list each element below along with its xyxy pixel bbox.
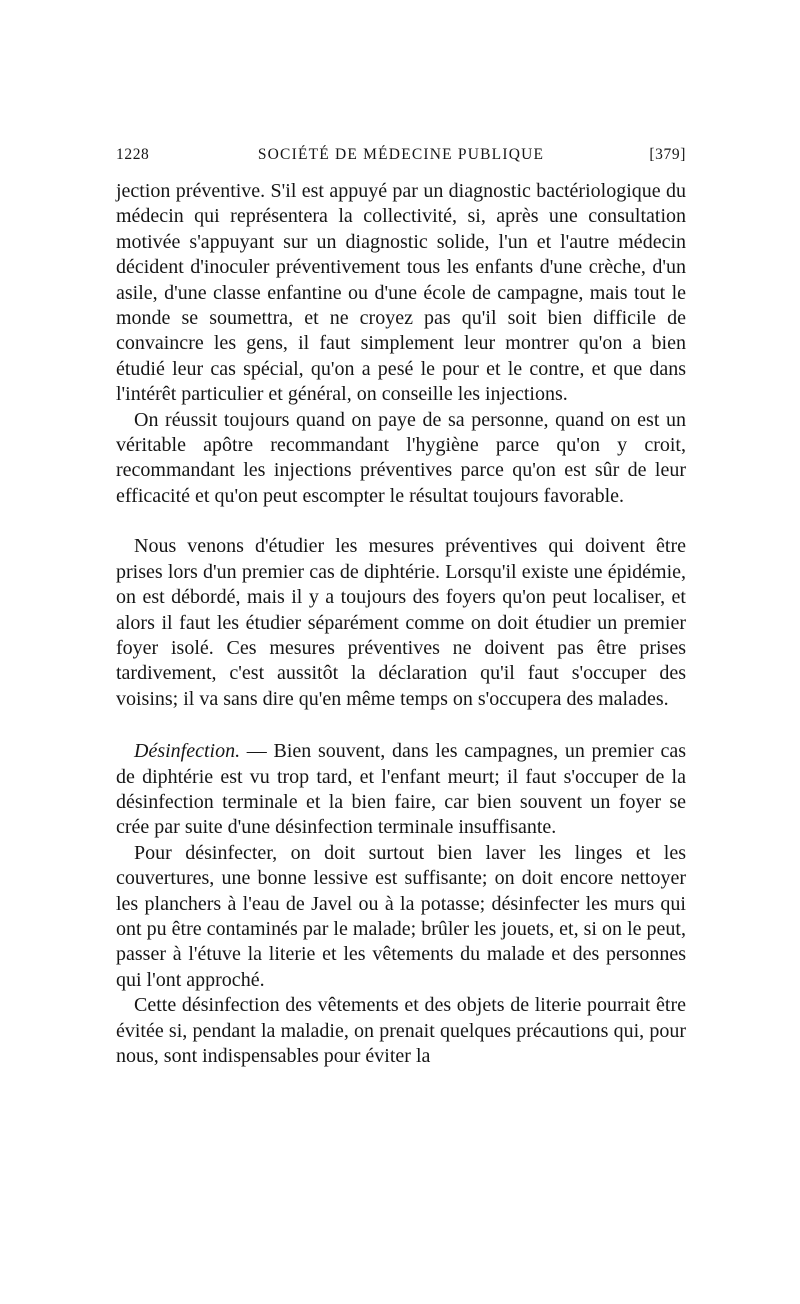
body-text bbox=[116, 179, 686, 1069]
document-page bbox=[116, 146, 686, 1069]
page-reference: [379] bbox=[649, 146, 686, 163]
running-title: SOCIÉTÉ DE MÉDECINE PUBLIQUE bbox=[257, 146, 545, 163]
paragraph: Pour désinfecter, on doit surtout bien laver les linges et les couvertures, une bonne lessive est suffisante; on doit encore nettoyer les planchers à l'eau de Javel ou à la potasse; désinfecter les murs qui ont pu être contaminés par le malade; brûler les jouets, et, si on le peut, passer à l'étuve la literie et les vêtements du malade et des personnes qui l'ont approché. bbox=[116, 841, 686, 991]
paragraph-text: — Bien souvent, dans les campagnes, un premier cas de diphtérie est vu trop tard, et l'enfant meurt; il faut s'occuper de la désinfection terminale et la bien faire, car bien souvent un foyer se crée par suite d'une désinfection terminale insuffisante. bbox=[116, 740, 686, 839]
section-heading: Désinfection. bbox=[134, 740, 241, 763]
paragraph-continuation: jection préventive. S'il est appuyé par un diagnostic bactériologique du médecin qui représentera la collectivité, si, après une consultation motivée s'appuyant sur un diagnostic solide, l'un et l'autre médecin décident d'inoculer préventivement tous les enfants d'une crèche, d'un asile, d'une classe enfantine ou d'une école de campagne, mais tout le monde se soumettra, et ne croyez pas qu'il soit bien difficile de convaincre les gens, il faut simplement leur montrer qu'on a bien étudié leur cas spécial, qu'on a pesé le pour et le contre, et que dans l'intérêt particulier et général, on conseille les injections. bbox=[116, 180, 686, 406]
disinfection-paragraph bbox=[116, 739, 686, 841]
paragraph: On réussit toujours quand on paye de sa personne, quand on est un véritable apôtre recommandant l'hygiène parce qu'on y croit, recommandant les injections préventives parce qu'on est sûr de leur efficacité et qu'on peut escompter le résultat toujours favorable. bbox=[116, 408, 686, 507]
paragraph: Cette désinfection des vêtements et des objets de literie pourrait être évitée si, pendant la maladie, on prenait quelques précautions qui, pour nous, sont indispensables pour éviter la bbox=[116, 994, 686, 1067]
paragraph: Nous venons d'étudier les mesures préventives qui doivent être prises lors d'un premier cas de diphtérie. Lorsqu'il existe une épidémie, on est débordé, mais il y a toujours des foyers qu'on peut localiser, et alors il faut les étudier séparément comme on doit étudier un premier foyer isolé. Ces mesures préventives ne doivent pas être prises tardivement, c'est aussitôt la déclaration qu'il faut s'occuper des voisins; il va sans dire qu'en même temps on s'occupera des malades. bbox=[116, 535, 686, 710]
running-header bbox=[116, 146, 686, 172]
page-number: 1228 bbox=[116, 146, 150, 163]
